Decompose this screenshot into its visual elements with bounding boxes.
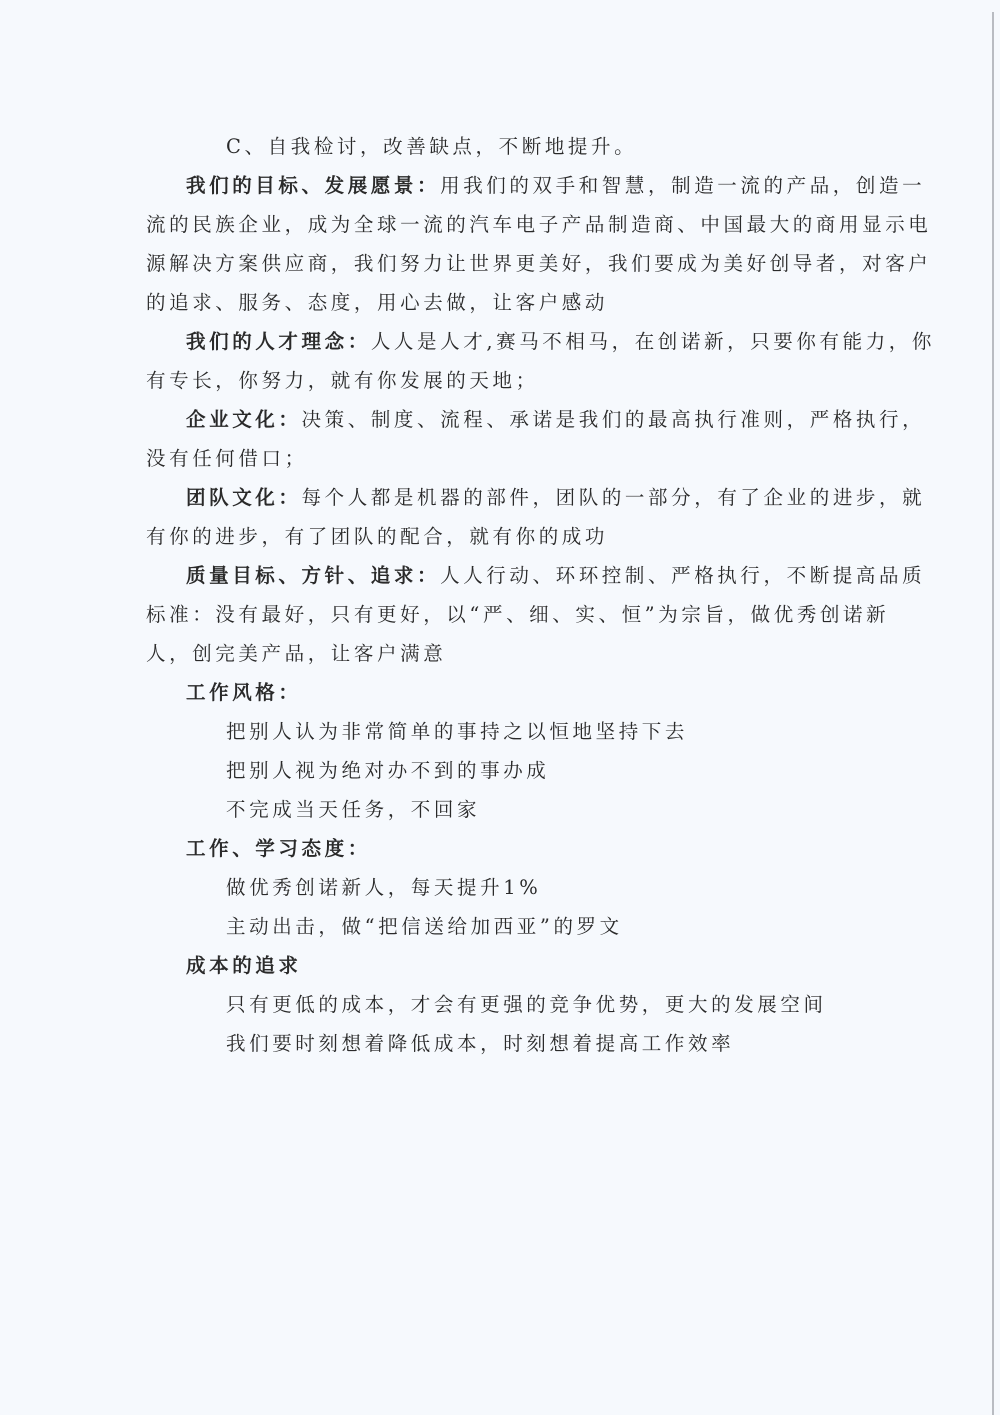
work-style-item: 把别人视为绝对办不到的事办成 (226, 759, 550, 782)
goal-vision-text: 用我们的双手和智慧，制造一流的产品，创造一 (440, 174, 926, 197)
team-culture-label: 团队文化： (186, 486, 302, 509)
corporate-culture-label: 企业文化： (186, 408, 302, 431)
goal-vision-line: 的追求、服务、态度，用心去做，让客户感动 (146, 291, 609, 314)
quality-label: 质量目标、方针、追求： (186, 564, 441, 587)
work-attitude-heading: 工作、学习态度： (186, 837, 371, 860)
cost-pursuit-item: 只有更低的成本，才会有更强的竞争优势，更大的发展空间 (226, 993, 827, 1016)
cost-pursuit-heading: 成本的追求 (186, 954, 302, 977)
quality-line: 标准：没有最好，只有更好，以“严、细、实、恒”为宗旨，做优秀创诺新 (146, 603, 890, 626)
work-style-item: 不完成当天任务，不回家 (226, 798, 481, 821)
quality-text: 人人行动、环环控制、严格执行，不断提高品质 (440, 564, 926, 587)
work-style-item: 把别人认为非常简单的事持之以恒地坚持下去 (226, 720, 689, 743)
work-attitude-item: 主动出击，做“把信送给加西亚”的罗文 (226, 915, 623, 938)
talent-concept-line: 有专长，你努力，就有你发展的天地； (146, 369, 539, 392)
team-culture-text: 每个人都是机器的部件，团队的一部分，有了企业的进步，就 (301, 486, 926, 509)
corporate-culture-first-line (146, 400, 926, 439)
goal-vision-first-line (146, 166, 926, 205)
talent-concept-first-line (146, 322, 936, 361)
work-style-heading: 工作风格： (186, 681, 302, 704)
section-c-line: C、自我检讨，改善缺点，不断地提升。 (226, 135, 638, 158)
team-culture-line: 有你的进步，有了团队的配合，就有你的成功 (146, 525, 609, 548)
talent-concept-label: 我们的人才理念： (186, 330, 371, 353)
goal-vision-line: 流的民族企业，成为全球一流的汽车电子产品制造商、中国最大的商用显示电 (146, 213, 932, 236)
scan-edge-line (992, 12, 994, 1415)
goal-vision-line: 源解决方案供应商，我们努力让世界更美好，我们要成为美好创导者，对客户 (146, 252, 932, 275)
quality-line: 人，创完美产品，让客户满意 (146, 642, 447, 665)
cost-pursuit-item: 我们要时刻想着降低成本，时刻想着提高工作效率 (226, 1032, 735, 1055)
corporate-culture-text: 决策、制度、流程、承诺是我们的最高执行准则，严格执行， (301, 408, 926, 431)
document-page (146, 127, 936, 1063)
goal-vision-label: 我们的目标、发展愿景： (186, 174, 441, 197)
talent-concept-text: 人人是人才,赛马不相马，在创诺新，只要你有能力，你 (370, 330, 936, 353)
work-attitude-item: 做优秀创诺新人，每天提升1% (226, 876, 542, 899)
corporate-culture-line: 没有任何借口； (146, 447, 308, 470)
quality-first-line (146, 556, 926, 595)
team-culture-first-line (146, 478, 926, 517)
